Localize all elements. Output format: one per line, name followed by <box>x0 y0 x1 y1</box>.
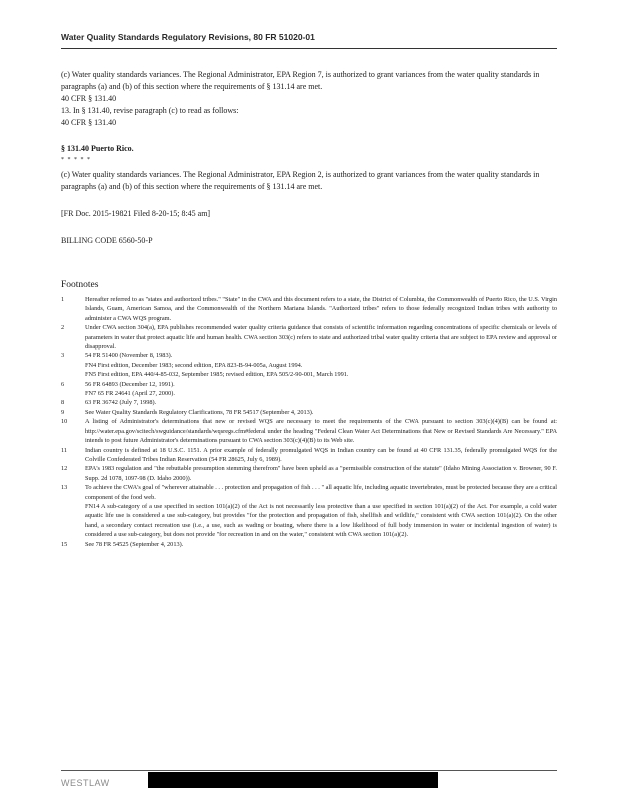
footnote-number: 15 <box>61 540 68 548</box>
footnote-item <box>61 389 557 398</box>
footnote-item <box>61 380 557 389</box>
footnote-item <box>61 370 557 379</box>
footnote-text: FN14 A sub-category of a use specified in section 101(a)(2) of the Act is not necessarily less protective than a use specified in section 101(a)(2) of the Act. For example, a cold water aquatic life use is considered a use sub-category, but provides "for the protection and propagation of fish, shellfish and wildlife," consistent with CWA section 101(a)(2). On the other hand, a secondary contact recreation use (i.e., a use, such as wading or boating, where there is a low likelihood of full body immersion in water or incidental ingestion of water) is considered a use sub-category, but does not provide "for recreation in and on the water," consistent with CWA section 101(a)(2). <box>85 502 557 539</box>
footnote-number: 3 <box>61 352 65 360</box>
footnote-item <box>61 464 557 483</box>
footnote-item <box>61 483 557 502</box>
footnote-item <box>61 361 557 370</box>
footnote-number: 1 <box>61 296 65 303</box>
footnote-text: FN7 65 FR 24641 (April 27, 2000). <box>85 390 175 398</box>
footnote-number: 6 <box>61 380 65 388</box>
footnote-item <box>61 398 557 407</box>
footnote-item <box>61 323 557 351</box>
footnote-text: A listing of Administrator's determinations that new or revised WQS are necessary to meet the requirements of the CWA pursuant to section 303(c)(4)(B) can be found at: http://water.epa.gov/scitech/swguidance/standards/wqsregs.cfm#federal under the heading "Federal Clean Water Act Determinations that New or Revised Standards Are Necessary." EPA intends to post future Administrator's determinations pursuant to CWA section 303(c)(4)(B) to its Web site. <box>85 418 557 445</box>
footnote-number: 13 <box>61 484 68 492</box>
footnote-number <box>61 389 85 398</box>
footnote-number <box>61 502 85 540</box>
footnote-text: See 78 FR 54525 (September 4, 2013). <box>85 540 184 548</box>
cfr-citation: 40 CFR § 131.40 <box>61 94 117 103</box>
footnote-text: FN5 First edition, EPA 440/4-85-032, September 1985; revised edition, EPA 505/2-90-001, March 1991. <box>85 371 349 379</box>
footnote-item <box>61 540 557 549</box>
fr-doc-line: [FR Doc. 2015-19821 Filed 8-20-15; 8:45 am] <box>61 209 211 218</box>
footnote-item <box>61 295 557 323</box>
region7-variance-paragraph: (c) Water quality standards variances. The Regional Administrator, EPA Region 7, is authorized to grant variances from the water quality standards in paragraphs (a) and (b) of this section where the requirements of § 131.14 are met. <box>61 70 540 91</box>
footnote-text: 54 FR 51400 (November 8, 1983). <box>85 352 173 360</box>
footnote-number <box>61 370 85 379</box>
document-header-title: Water Quality Standards Regulatory Revisions, 80 FR 51020-01 <box>61 32 315 42</box>
footnote-item <box>61 502 557 540</box>
footnote-number: 10 <box>61 418 68 426</box>
footnote-number: 9 <box>61 408 65 416</box>
footnote-text: Indian country is defined at 18 U.S.C. 1151. A prior example of federally promulgated WQS in Indian country can be found at 40 CFR 131.35, federally promulgated WQS for the Colville Confederated Tribes Indian Reservation (54 FR 28625, July 6, 1989). <box>85 446 557 463</box>
footnote-text: Hereafter referred to as "states and authorized tribes." "State" in the CWA and this document refers to a state, the District of Columbia, the Commonwealth of Puerto Rico, the U.S. Virgin Islands, Guam, American Samoa, and the Commonwealth of the Northern Mariana Islands. "Authorized tribes" refers to those federally recognized Indian tribes with authority to administer a CWA WQS program. <box>85 296 557 322</box>
footnotes-heading: Footnotes <box>61 280 99 290</box>
footnote-number: 12 <box>61 465 68 473</box>
footnote-item <box>61 446 557 465</box>
footnote-item <box>61 408 557 417</box>
footnote-item <box>61 417 557 445</box>
redaction-bar <box>148 772 438 788</box>
header-divider <box>61 48 557 49</box>
footer-divider <box>61 770 557 771</box>
footnote-text: Under CWA section 304(a), EPA publishes recommended water quality criteria guidance that consists of scientific information regarding concentrations of specific chemicals or levels of parameters in water that protect aquatic life and human health. CWA section 303(c) refers to state and authorized tribal water quality criteria that are subject to EPA review and approval or disapproval. <box>85 324 557 351</box>
footnote-number <box>61 361 85 370</box>
footnote-number: 11 <box>61 446 68 454</box>
region2-variance-paragraph: (c) Water quality standards variances. The Regional Administrator, EPA Region 2, is authorized to grant variances from the water quality standards in paragraphs (a) and (b) of this section where the requirements of § 131.14 are met. <box>61 170 540 191</box>
westlaw-brand: WESTLAW <box>61 778 110 788</box>
cfr-citation: 40 CFR § 131.40 <box>61 118 117 127</box>
footnote-text: 56 FR 64893 (December 12, 1991). <box>85 380 175 388</box>
footnote-text: FN4 First edition, December 1983; second edition, EPA 823-B-94-005a, August 1994. <box>85 361 303 369</box>
footnote-item <box>61 351 557 360</box>
footnote-text: See Water Quality Standards Regulatory Clarifications, 78 FR 54517 (September 4, 2013). <box>85 408 314 416</box>
footnote-text: 63 FR 36742 (July 7, 1998). <box>85 399 157 407</box>
footnote-number: 8 <box>61 399 65 407</box>
omission-asterisks: * * * * * <box>61 157 91 163</box>
footnote-text: EPA's 1983 regulation and "the rebuttable presumption stemming therefrom" have been upheld as a "permissible construction of the statute" (Idaho Mining Association v. Browner, 90 F. Supp. 2d 1078, 1097-98 (D. Idaho 2000)). <box>85 465 557 482</box>
footnote-number: 2 <box>61 324 65 332</box>
section-heading: § 131.40 Puerto Rico. <box>61 144 134 153</box>
footnotes-list <box>61 295 557 549</box>
amendment-instruction: 13. In § 131.40, revise paragraph (c) to read as follows: <box>61 106 239 115</box>
footnote-text: To achieve the CWA's goal of "wherever attainable . . . protection and propagation of fish . . . " all aquatic life, including aquatic invertebrates, must be protected because they are a critical component of the food web. <box>85 484 557 501</box>
billing-code: BILLING CODE 6560-50-P <box>61 236 153 245</box>
